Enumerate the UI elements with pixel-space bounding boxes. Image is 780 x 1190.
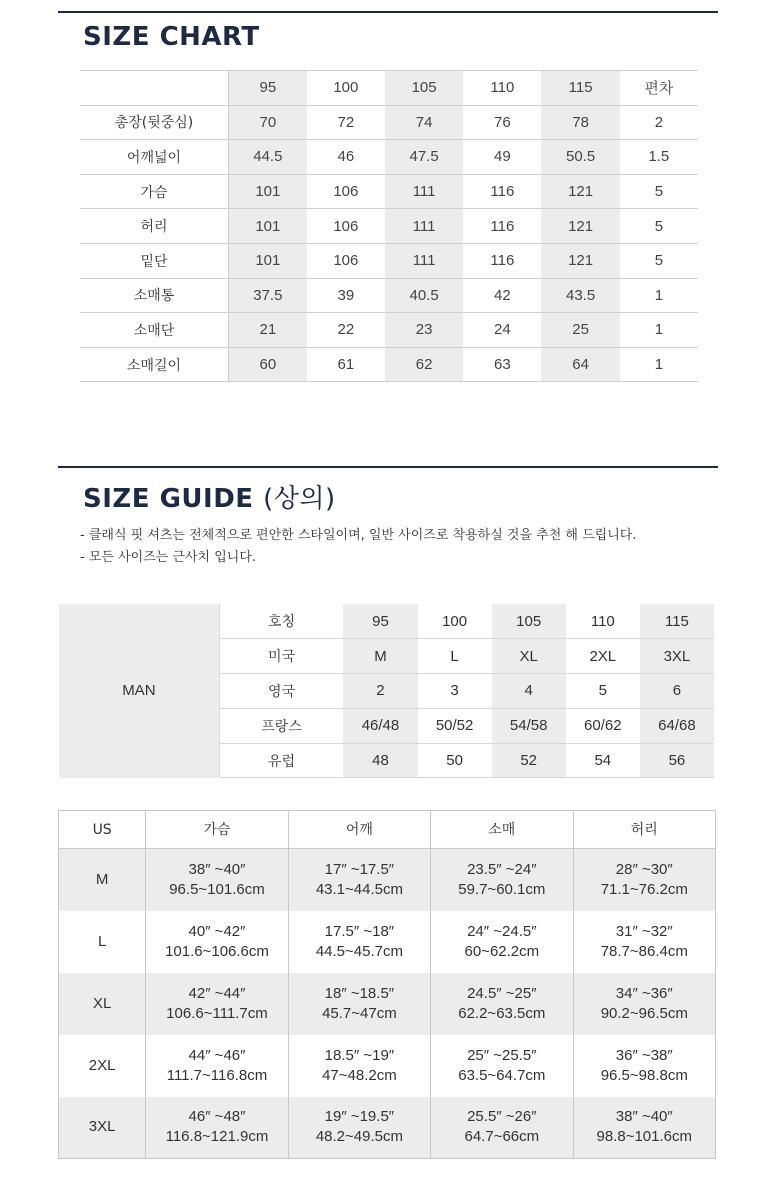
size-chart-row <box>80 313 698 348</box>
size-guide-cell: 2 <box>343 674 417 709</box>
us-measure-cell <box>146 1035 288 1097</box>
us-size-label: 3XL <box>59 1097 146 1159</box>
size-chart-cell: 78 <box>541 105 619 140</box>
size-guide-cell: 48 <box>343 743 417 778</box>
us-measure-cell <box>146 973 288 1035</box>
cm-range: 106.6~111.7cm <box>166 1004 268 1022</box>
us-measure-cell <box>573 911 715 973</box>
us-measure-cell <box>431 973 573 1035</box>
size-guide-title <box>83 478 336 515</box>
size-guide-cell: 100 <box>418 604 492 639</box>
size-chart-cell: 76 <box>463 105 541 140</box>
size-chart-row-label: 어깨넓이 <box>80 140 228 175</box>
us-table-row <box>59 1097 716 1159</box>
size-chart-row <box>80 243 698 278</box>
size-chart-cell: 37.5 <box>228 278 306 313</box>
size-chart-cell: 49 <box>463 140 541 175</box>
size-guide-cell: 105 <box>492 604 566 639</box>
size-chart-cell: 111 <box>385 209 463 244</box>
size-guide-cell: XL <box>492 639 566 674</box>
cm-range: 59.7~60.1cm <box>458 880 546 898</box>
us-measure-cell <box>573 1097 715 1159</box>
inch-range: 19″ ~19.5″ <box>324 1108 395 1126</box>
size-guide-row <box>59 604 714 639</box>
us-table-row <box>59 1035 716 1097</box>
us-size-label: XL <box>59 973 146 1035</box>
size-chart-table <box>80 70 698 382</box>
size-chart-cell: 64 <box>541 347 619 382</box>
inch-range: 17.5″ ~18″ <box>324 922 395 940</box>
cm-range: 47~48.2cm <box>322 1066 397 1084</box>
size-guide-cell: 3 <box>418 674 492 709</box>
cm-range: 60~62.2cm <box>464 942 540 960</box>
size-system-label: 영국 <box>219 674 343 709</box>
inch-range: 38″ ~40″ <box>188 860 246 878</box>
us-measure-cell <box>431 1035 573 1097</box>
size-chart-row-label: 총장(뒷중심) <box>80 105 228 140</box>
size-chart-row-label: 소매단 <box>80 313 228 348</box>
size-guide-cell: 54 <box>566 743 640 778</box>
size-guide-note: - 모든 사이즈는 근사치 입니다. <box>80 550 257 565</box>
inch-range: 24.5″ ~25″ <box>467 984 537 1002</box>
size-chart-cell: 121 <box>541 243 619 278</box>
size-chart-col-header: 95 <box>228 71 306 106</box>
size-chart-row-label: 소매통 <box>80 278 228 313</box>
size-chart-cell: 101 <box>228 209 306 244</box>
size-chart-cell: 43.5 <box>541 278 619 313</box>
us-col-header: 소매 <box>431 811 573 849</box>
size-guide-cell: 5 <box>566 674 640 709</box>
size-guide-cell: 2XL <box>566 639 640 674</box>
us-size-label: M <box>59 849 146 911</box>
size-chart-cell: 63 <box>463 347 541 382</box>
size-guide-cell: 4 <box>492 674 566 709</box>
cm-range: 45.7~47cm <box>322 1004 397 1022</box>
inch-range: 18.5″ ~19″ <box>324 1046 395 1064</box>
size-guide-cell: 64/68 <box>640 708 714 743</box>
size-chart-cell: 40.5 <box>385 278 463 313</box>
inch-range: 18″ ~18.5″ <box>324 984 395 1002</box>
size-chart-cell: 5 <box>620 243 698 278</box>
inch-range: 28″ ~30″ <box>615 860 673 878</box>
cm-range: 62.2~63.5cm <box>458 1004 546 1022</box>
inch-range: 36″ ~38″ <box>615 1046 673 1064</box>
size-chart-cell: 46 <box>307 140 385 175</box>
us-col-header: US <box>59 811 146 849</box>
size-chart-cell: 42 <box>463 278 541 313</box>
us-size-label: 2XL <box>59 1035 146 1097</box>
size-chart-cell: 47.5 <box>385 140 463 175</box>
size-system-label: 유럽 <box>219 743 343 778</box>
cm-range: 64.7~66cm <box>464 1128 540 1146</box>
size-chart-cell: 121 <box>541 209 619 244</box>
size-chart-col-header: 115 <box>541 71 619 106</box>
cm-range: 90.2~96.5cm <box>600 1004 688 1022</box>
us-measure-cell <box>573 1035 715 1097</box>
inch-range: 17″ ~17.5″ <box>324 860 395 878</box>
size-chart-cell: 116 <box>463 174 541 209</box>
size-chart-cell: 5 <box>620 209 698 244</box>
inch-range: 38″ ~40″ <box>615 1108 673 1126</box>
size-chart-row <box>80 105 698 140</box>
cm-range: 48.2~49.5cm <box>315 1128 403 1146</box>
size-chart-cell: 1 <box>620 278 698 313</box>
man-label: MAN <box>59 604 219 778</box>
size-guide-cell: 50 <box>418 743 492 778</box>
size-chart-cell: 111 <box>385 174 463 209</box>
size-guide-cell: 46/48 <box>343 708 417 743</box>
size-guide-conversion-table <box>59 604 714 778</box>
size-system-label: 호칭 <box>219 604 343 639</box>
cm-range: 96.5~101.6cm <box>169 880 265 898</box>
size-chart-cell: 50.5 <box>541 140 619 175</box>
size-chart-cell: 101 <box>228 243 306 278</box>
size-chart-row <box>80 140 698 175</box>
us-measure-cell <box>431 911 573 973</box>
us-table-row <box>59 849 716 911</box>
us-measure-cell <box>288 1035 430 1097</box>
size-guide-cell: 6 <box>640 674 714 709</box>
size-chart-cell: 116 <box>463 243 541 278</box>
size-chart-cell: 22 <box>307 313 385 348</box>
size-guide-note: - 클래식 핏 셔츠는 전체적으로 편안한 스타일이며, 일반 사이즈로 착용하실 것을 추천 해 드립니다. <box>80 528 637 543</box>
us-measurement-table <box>58 810 716 1159</box>
us-measure-cell <box>146 911 288 973</box>
us-measure-cell <box>288 973 430 1035</box>
size-chart-col-header: 편차 <box>620 71 698 106</box>
size-chart-row-label: 밑단 <box>80 243 228 278</box>
size-chart-cell: 101 <box>228 174 306 209</box>
size-chart-corner <box>80 71 228 106</box>
size-chart-cell: 1.5 <box>620 140 698 175</box>
us-measure-cell <box>431 849 573 911</box>
size-chart-col-header: 110 <box>463 71 541 106</box>
us-col-header: 가슴 <box>146 811 288 849</box>
size-chart-cell: 23 <box>385 313 463 348</box>
us-measure-cell <box>288 911 430 973</box>
cm-range: 63.5~64.7cm <box>458 1066 546 1084</box>
cm-range: 116.8~121.9cm <box>165 1128 269 1146</box>
size-chart-col-header: 100 <box>307 71 385 106</box>
size-guide-cell: 3XL <box>640 639 714 674</box>
size-guide-cell: 50/52 <box>418 708 492 743</box>
us-measure-cell <box>288 1097 430 1159</box>
size-chart-cell: 70 <box>228 105 306 140</box>
size-chart-row-label: 허리 <box>80 209 228 244</box>
size-guide-cell: 52 <box>492 743 566 778</box>
us-table-row <box>59 973 716 1035</box>
size-guide-cell: M <box>343 639 417 674</box>
cm-range: 96.5~98.8cm <box>600 1066 688 1084</box>
us-measure-cell <box>431 1097 573 1159</box>
us-col-header: 어깨 <box>288 811 430 849</box>
cm-range: 78.7~86.4cm <box>600 942 688 960</box>
cm-range: 43.1~44.5cm <box>315 880 403 898</box>
size-guide-cell: 95 <box>343 604 417 639</box>
size-chart-cell: 2 <box>620 105 698 140</box>
size-chart-row <box>80 347 698 382</box>
size-chart-cell: 111 <box>385 243 463 278</box>
inch-range: 25.5″ ~26″ <box>467 1108 537 1126</box>
size-chart-cell: 72 <box>307 105 385 140</box>
cm-range: 101.6~106.6cm <box>165 942 269 960</box>
size-guide-cell: 60/62 <box>566 708 640 743</box>
size-guide-cell: 56 <box>640 743 714 778</box>
size-chart-cell: 62 <box>385 347 463 382</box>
cm-range: 71.1~76.2cm <box>600 880 688 898</box>
inch-range: 31″ ~32″ <box>615 922 673 940</box>
size-chart-row-label: 소매길이 <box>80 347 228 382</box>
size-chart-row-label: 가슴 <box>80 174 228 209</box>
size-guide-cell: 54/58 <box>492 708 566 743</box>
size-chart-cell: 106 <box>307 243 385 278</box>
section-divider-top <box>58 11 718 13</box>
size-chart-row <box>80 174 698 209</box>
us-measure-cell <box>146 849 288 911</box>
us-measure-cell <box>573 973 715 1035</box>
inch-range: 42″ ~44″ <box>188 984 246 1002</box>
us-measure-cell <box>573 849 715 911</box>
inch-range: 25″ ~25.5″ <box>467 1046 537 1064</box>
size-chart-cell: 5 <box>620 174 698 209</box>
size-chart-cell: 1 <box>620 313 698 348</box>
section-divider-guide <box>58 466 718 468</box>
us-table-row <box>59 911 716 973</box>
cm-range: 98.8~101.6cm <box>596 1128 693 1146</box>
size-chart-cell: 25 <box>541 313 619 348</box>
size-chart-title: SIZE CHART <box>83 22 260 52</box>
us-table-header-row <box>59 811 716 849</box>
size-chart-cell: 39 <box>307 278 385 313</box>
size-guide-cell: 110 <box>566 604 640 639</box>
inch-range: 46″ ~48″ <box>188 1108 246 1126</box>
size-system-label: 프랑스 <box>219 708 343 743</box>
inch-range: 23.5″ ~24″ <box>467 860 537 878</box>
size-chart-row <box>80 209 698 244</box>
us-measure-cell <box>146 1097 288 1159</box>
cm-range: 111.7~116.8cm <box>166 1066 268 1084</box>
size-guide-title-suffix: (상의) <box>263 484 336 514</box>
size-chart-cell: 74 <box>385 105 463 140</box>
size-system-label: 미국 <box>219 639 343 674</box>
inch-range: 40″ ~42″ <box>188 922 246 940</box>
size-guide-cell: 115 <box>640 604 714 639</box>
size-chart-cell: 1 <box>620 347 698 382</box>
inch-range: 44″ ~46″ <box>188 1046 246 1064</box>
size-chart-cell: 116 <box>463 209 541 244</box>
us-measure-cell <box>288 849 430 911</box>
size-chart-cell: 121 <box>541 174 619 209</box>
size-chart-cell: 106 <box>307 174 385 209</box>
size-chart-header-row <box>80 71 698 106</box>
size-guide-cell: L <box>418 639 492 674</box>
size-chart-cell: 106 <box>307 209 385 244</box>
size-guide-notes <box>80 525 636 569</box>
size-guide-title-text: SIZE GUIDE <box>83 484 254 514</box>
size-chart-col-header: 105 <box>385 71 463 106</box>
size-chart-row <box>80 278 698 313</box>
size-chart-cell: 44.5 <box>228 140 306 175</box>
size-chart-cell: 60 <box>228 347 306 382</box>
size-chart-cell: 24 <box>463 313 541 348</box>
inch-range: 34″ ~36″ <box>615 984 673 1002</box>
size-chart-cell: 61 <box>307 347 385 382</box>
cm-range: 44.5~45.7cm <box>315 942 403 960</box>
us-col-header: 허리 <box>573 811 715 849</box>
size-chart-cell: 21 <box>228 313 306 348</box>
us-size-label: L <box>59 911 146 973</box>
inch-range: 24″ ~24.5″ <box>467 922 537 940</box>
